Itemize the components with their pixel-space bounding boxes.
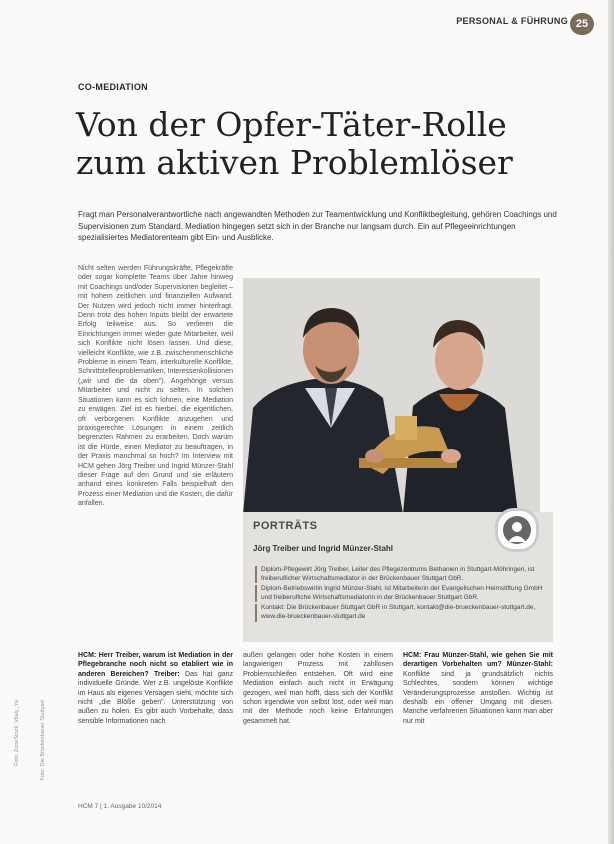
portrait-photo bbox=[243, 278, 540, 514]
portraits-names: Jörg Treiber und Ingrid Münzer-Stahl bbox=[253, 544, 394, 553]
portrait-item-treiber: Diplom-Pflegewirt Jörg Treiber, Leiter des Pflegezentrums Bethanien in Stuttgart-Möhringen, ist freiberuflicher Wirtschaftsmediator in der Brückenbauer Stuttgart GbR. bbox=[255, 566, 543, 583]
portraits-box bbox=[243, 512, 553, 642]
person-icon bbox=[495, 508, 539, 552]
portraits-heading: PORTRÄTS bbox=[253, 520, 318, 532]
page-footer: HCM 7 | 1. Ausgabe 10/2014 bbox=[78, 803, 162, 810]
page-edge bbox=[608, 0, 614, 844]
interview-answer-1: Das hat ganz individuelle Gründe. Wer z.B. ungelöste Konflikte im Haus als eigenes Versagen sieht, möchte sich nicht „die Blöße geben". Unterstützung von außen zu holen. Es gibt auch Vorbehalte, dass sensible Informationen nach bbox=[78, 670, 234, 725]
article-lead: Fragt man Personalverantwortliche nach angewandten Methoden zur Teamentwicklung und Konfliktbegleitung, gehören Coachings und Supervisionen zum Standard. Mediation hingegen setzt sich in der Branche nur langsam durch. Ein auf Pflegeeinrichtungen spezialisiertes Mediatorenteam gibt Ein- und Ausblicke. bbox=[78, 210, 557, 242]
bottom-column-1 bbox=[78, 651, 233, 726]
portrait-item-contact: Kontakt: Die Brückenbauer Stuttgart GbR in Stuttgart, kontakt@die-brueckenbauer-stuttgart.de, www.die-brueckenbauer-stuttgart.de bbox=[255, 604, 543, 621]
photo-credit-1: Foto: ZoneStock, Vitaly_Ya bbox=[14, 700, 20, 767]
bottom-column-2: außen gelangen oder hohe Kosten in einem langwierigen Prozess mit zahllosen Problemschleifen entstehen. Oft wird eine Mediation einfach auch nicht in Erwägung gezogen, weil man hofft, dass sich der Konflikt schon irgendwie von selbst löst, oder weil man mit der Methode noch keine Erfahrungen gesammelt hat. bbox=[243, 652, 393, 725]
answer-label-muenzer-stahl: Münzer-Stahl: bbox=[506, 661, 553, 669]
section-header: PERSONAL & FÜHRUNG bbox=[456, 16, 568, 26]
page-number-badge: 25 bbox=[570, 13, 594, 35]
article-column-1: Nicht selten werden Führungskräfte, Pflegekräfte oder sogar komplette Teams über Jahre hinweg mit Coachings und/oder Supervisionen begleitet – mit hohem zeitlichen und finanziellen Aufwand. Der Nutzen wird jedoch nicht immer hinterfragt. Denn trotz des hohen Inputs bleibt der erwartete Erfolg teilweise aus. So verlieren die Einrichtungen immer wieder gute Mitarbeiter, weil sich Konflikte nicht lösen lassen. Und diese, vielleicht Konflikte, wie z.B. zwischenmenschliche Probleme in einem Team, interkulturelle Konflikte, Schnittstellenproblematiken, Interessenkollisionen („wir und die da oben"). Angehörige versus Mitarbeiter und nicht zu selten. In solchen Situationen kann es sich lohnen, eine Mediation zu erwägen. Ziel ist es hierbei, die eigentlichen, oft verborgenen Konflikte anzugehen und praxisgerechte Lösungen in einem zeitlich begrenzten Rahmen zu erarbeiten. Doch warum ist die Hürde, einen Mediator zu beauftragen, in der Praxis manchmal so hoch? Im Interview mit HCM gehen Jörg Treiber und Ingrid Münzer-Stahl dieser Frage auf den Grund und sie erläutern anhand eines konkreten Falls beispielhaft den Prozess einer Mediation und die Kosten, die dafür anfallen. bbox=[78, 265, 233, 508]
article-kicker: CO-MEDIATION bbox=[78, 82, 148, 92]
portraits-body bbox=[255, 566, 543, 624]
interview-answer-2: Konflikte sind ja grundsätzlich nichts Schlechtes, sondern können wichtige Veränderungsprozesse anstoßen. Wichtig ist deshalb ein offener Umgang mit diesen. Manche verfahrenen Situationen kann man aber nur mit bbox=[403, 670, 553, 725]
bottom-column-3 bbox=[403, 651, 553, 726]
portrait-item-muenzer-stahl: Diplom-Betriebswirtin Ingrid Münzer-Stahl, ist Mitarbeiterin der Evangelischen Heimstiftung GmbH und freiberufliche Wirtschaftsmediatorin in der Brückenbauer Stuttgart GbR. bbox=[255, 585, 543, 602]
interview-question-2: HCM: Frau Münzer-Stahl, wie gehen Sie mit derartigen Vorbehalten um? bbox=[403, 652, 553, 669]
title-line-1: Von der Opfer-Täter-Rolle bbox=[76, 105, 507, 144]
interview-question-1: HCM: Herr Treiber, warum ist Mediation in der Pflegebranche noch nicht so etabliert wie in anderen Bereichen? bbox=[78, 652, 233, 678]
article-title bbox=[76, 106, 576, 182]
title-line-2: zum aktiven Problemlöser bbox=[76, 143, 513, 182]
photo-credit-2: Foto: Die Brückenbauer Stuttgart bbox=[40, 700, 46, 781]
photo-illustration bbox=[243, 278, 540, 514]
answer-label-treiber: Treiber: bbox=[154, 670, 180, 678]
